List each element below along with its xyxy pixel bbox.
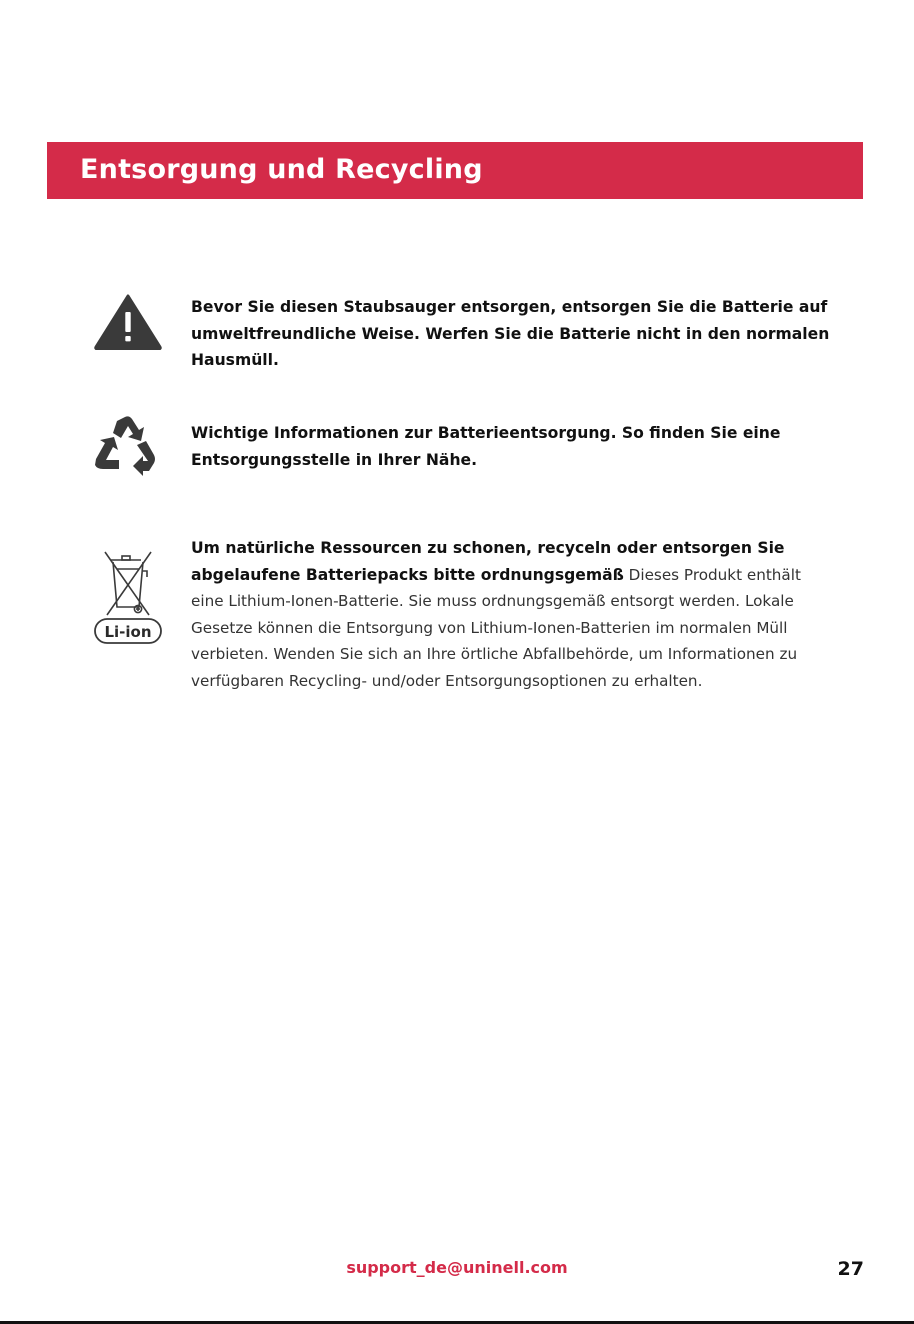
battery-disposal-text xyxy=(191,535,831,694)
warning-bold-text: Bevor Sie diesen Staubsauger entsorgen, entsorgen Sie die Batterie auf umweltfreundliche Weise. Werfen Sie die Batterie nicht in den normalen Hausmüll. xyxy=(191,298,830,369)
crossed-bin-li-ion-icon xyxy=(91,549,165,645)
battery-disposal-bold-text: Um natürliche Ressourcen zu schonen, recyceln oder entsorgen Sie abgelaufene Batteriepacks bitte ordnungsgemäß xyxy=(191,539,785,584)
support-email: support_de@uninell.com xyxy=(346,1258,568,1277)
page-number: 27 xyxy=(837,1258,864,1280)
recycle-text xyxy=(191,420,831,473)
page-title: Entsorgung und Recycling xyxy=(80,154,483,185)
battery-disposal-body-text: Dieses Produkt enthält eine Lithium-Ionen-Batterie. Sie muss ordnungsgemäß entsorgt werden. Lokale Gesetze können die Entsorgung von Lithium-Ionen-Batterien im normalen Müll verbieten. Wenden Sie sich an Ihre örtliche Abfallbehörde, um Informationen zu verfügbaren Recycling- und/oder Entsorgungsoptionen zu erhalten. xyxy=(191,565,801,690)
recycle-icon xyxy=(93,415,167,479)
warning-triangle-icon xyxy=(91,294,165,350)
recycle-bold-text: Wichtige Informationen zur Batterieentsorgung. So finden Sie eine Entsorgungsstelle in Ihrer Nähe. xyxy=(191,424,781,469)
li-ion-label: Li-ion xyxy=(104,623,152,641)
title-banner xyxy=(47,142,863,199)
warning-text xyxy=(191,294,831,374)
